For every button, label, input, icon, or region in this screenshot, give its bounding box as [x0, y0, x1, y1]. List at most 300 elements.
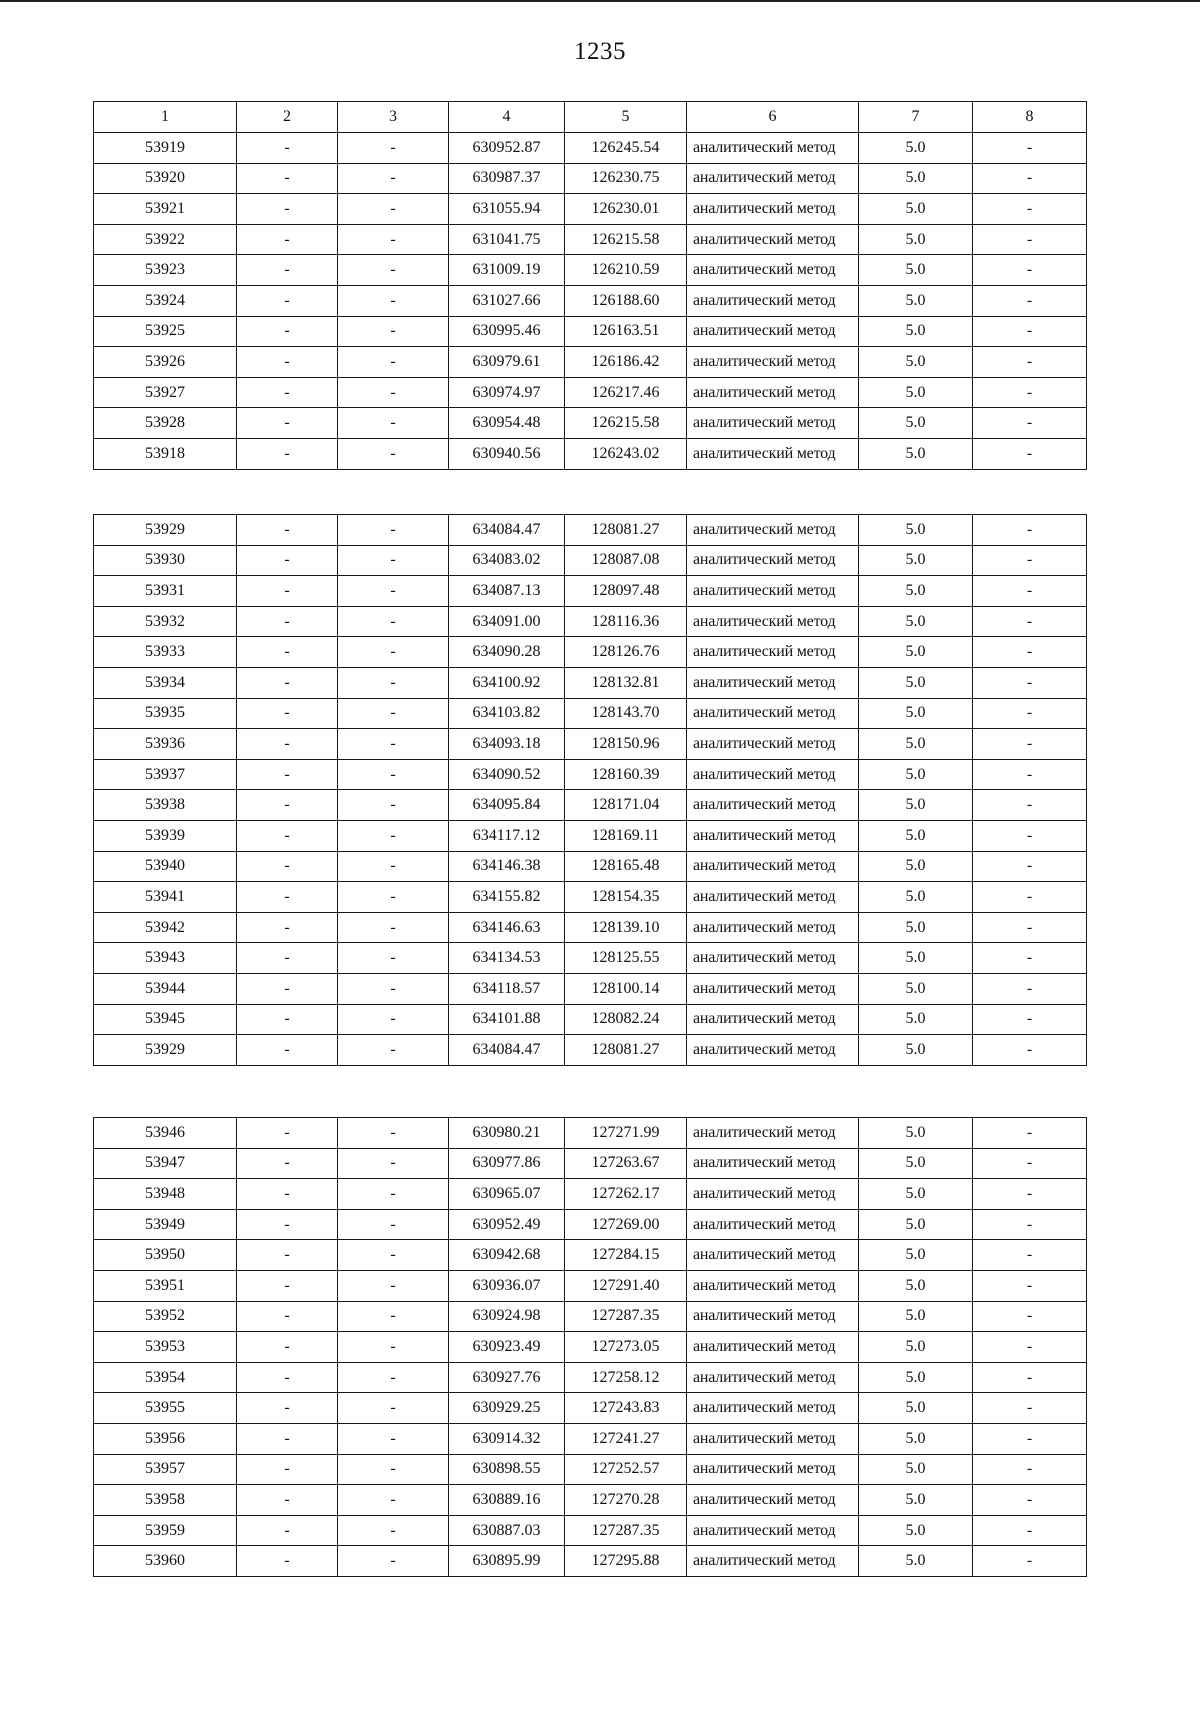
col-3-cell: - [338, 1240, 449, 1271]
header-cell: 3 [338, 102, 449, 133]
coord-x-cell: 634101.88 [449, 1004, 565, 1035]
accuracy-cell: 5.0 [859, 1035, 973, 1066]
table-row [94, 1454, 1087, 1485]
col-2-cell: - [237, 1004, 338, 1035]
accuracy-cell: 5.0 [859, 1209, 973, 1240]
coord-x-cell: 630952.49 [449, 1209, 565, 1240]
coord-y-cell: 127243.83 [565, 1393, 687, 1424]
coord-x-cell: 634103.82 [449, 698, 565, 729]
col-3-cell: - [338, 637, 449, 668]
col-8-cell: - [973, 1485, 1087, 1516]
col-8-cell: - [973, 790, 1087, 821]
table-row [94, 1393, 1087, 1424]
coord-y-cell: 126217.46 [565, 377, 687, 408]
coord-y-cell: 128081.27 [565, 1035, 687, 1066]
col-2-cell: - [237, 606, 338, 637]
accuracy-cell: 5.0 [859, 1301, 973, 1332]
coord-x-cell: 630940.56 [449, 438, 565, 469]
col-8-cell: - [973, 515, 1087, 546]
point-number-cell: 53946 [94, 1118, 237, 1149]
accuracy-cell: 5.0 [859, 729, 973, 760]
col-8-cell: - [973, 1004, 1087, 1035]
col-2-cell: - [237, 1362, 338, 1393]
col-3-cell: - [338, 882, 449, 913]
accuracy-cell: 5.0 [859, 163, 973, 194]
col-8-cell: - [973, 576, 1087, 607]
accuracy-cell: 5.0 [859, 698, 973, 729]
col-8-cell: - [973, 163, 1087, 194]
table-row [94, 698, 1087, 729]
col-8-cell: - [973, 667, 1087, 698]
coord-x-cell: 634090.52 [449, 759, 565, 790]
col-8-cell: - [973, 1454, 1087, 1485]
point-number-cell: 53923 [94, 255, 237, 286]
coord-y-cell: 127270.28 [565, 1485, 687, 1516]
table-row [94, 1485, 1087, 1516]
col-3-cell: - [338, 133, 449, 164]
col-3-cell: - [338, 1393, 449, 1424]
accuracy-cell: 5.0 [859, 347, 973, 378]
col-3-cell: - [338, 729, 449, 760]
col-8-cell: - [973, 1035, 1087, 1066]
col-8-cell: - [973, 698, 1087, 729]
coord-x-cell: 630942.68 [449, 1240, 565, 1271]
coord-y-cell: 127269.00 [565, 1209, 687, 1240]
table-row [94, 667, 1087, 698]
accuracy-cell: 5.0 [859, 576, 973, 607]
col-2-cell: - [237, 133, 338, 164]
col-3-cell: - [338, 943, 449, 974]
coord-x-cell: 634134.53 [449, 943, 565, 974]
col-3-cell: - [338, 408, 449, 439]
coord-y-cell: 128132.81 [565, 667, 687, 698]
accuracy-cell: 5.0 [859, 438, 973, 469]
method-cell: аналитический метод [687, 285, 859, 316]
accuracy-cell: 5.0 [859, 973, 973, 1004]
coord-x-cell: 634084.47 [449, 515, 565, 546]
coord-x-cell: 634146.38 [449, 851, 565, 882]
table-row [94, 515, 1087, 546]
col-2-cell: - [237, 1301, 338, 1332]
coord-x-cell: 634095.84 [449, 790, 565, 821]
coord-y-cell: 128097.48 [565, 576, 687, 607]
col-3-cell: - [338, 1179, 449, 1210]
col-3-cell: - [338, 1209, 449, 1240]
col-2-cell: - [237, 576, 338, 607]
point-number-cell: 53940 [94, 851, 237, 882]
col-8-cell: - [973, 1148, 1087, 1179]
accuracy-cell: 5.0 [859, 1515, 973, 1546]
col-3-cell: - [338, 515, 449, 546]
coordinates-table-1 [93, 101, 1087, 470]
coord-x-cell: 630927.76 [449, 1362, 565, 1393]
point-number-cell: 53957 [94, 1454, 237, 1485]
accuracy-cell: 5.0 [859, 1423, 973, 1454]
point-number-cell: 53942 [94, 912, 237, 943]
method-cell: аналитический метод [687, 882, 859, 913]
coord-x-cell: 631041.75 [449, 224, 565, 255]
coord-y-cell: 126210.59 [565, 255, 687, 286]
method-cell: аналитический метод [687, 637, 859, 668]
accuracy-cell: 5.0 [859, 1546, 973, 1577]
point-number-cell: 53949 [94, 1209, 237, 1240]
coord-y-cell: 128165.48 [565, 851, 687, 882]
method-cell: аналитический метод [687, 1179, 859, 1210]
coord-x-cell: 630954.48 [449, 408, 565, 439]
col-8-cell: - [973, 1209, 1087, 1240]
col-2-cell: - [237, 912, 338, 943]
point-number-cell: 53932 [94, 606, 237, 637]
col-3-cell: - [338, 1423, 449, 1454]
table-row [94, 973, 1087, 1004]
col-3-cell: - [338, 1515, 449, 1546]
coord-y-cell: 128116.36 [565, 606, 687, 637]
coord-x-cell: 630898.55 [449, 1454, 565, 1485]
coord-y-cell: 128169.11 [565, 820, 687, 851]
method-cell: аналитический метод [687, 316, 859, 347]
table-row [94, 729, 1087, 760]
method-cell: аналитический метод [687, 1454, 859, 1485]
accuracy-cell: 5.0 [859, 316, 973, 347]
point-number-cell: 53951 [94, 1270, 237, 1301]
col-8-cell: - [973, 606, 1087, 637]
col-3-cell: - [338, 224, 449, 255]
point-number-cell: 53954 [94, 1362, 237, 1393]
method-cell: аналитический метод [687, 851, 859, 882]
coord-x-cell: 634100.92 [449, 667, 565, 698]
col-8-cell: - [973, 851, 1087, 882]
coord-x-cell: 630965.07 [449, 1179, 565, 1210]
method-cell: аналитический метод [687, 194, 859, 225]
table-row [94, 1515, 1087, 1546]
col-2-cell: - [237, 1035, 338, 1066]
col-2-cell: - [237, 1118, 338, 1149]
coord-y-cell: 127263.67 [565, 1148, 687, 1179]
col-8-cell: - [973, 545, 1087, 576]
col-2-cell: - [237, 515, 338, 546]
method-cell: аналитический метод [687, 973, 859, 1004]
method-cell: аналитический метод [687, 1546, 859, 1577]
table-row [94, 285, 1087, 316]
accuracy-cell: 5.0 [859, 285, 973, 316]
point-number-cell: 53921 [94, 194, 237, 225]
accuracy-cell: 5.0 [859, 1485, 973, 1516]
method-cell: аналитический метод [687, 1393, 859, 1424]
point-number-cell: 53944 [94, 973, 237, 1004]
col-2-cell: - [237, 1209, 338, 1240]
col-8-cell: - [973, 285, 1087, 316]
coord-x-cell: 630895.99 [449, 1546, 565, 1577]
col-2-cell: - [237, 1240, 338, 1271]
table-row [94, 1270, 1087, 1301]
table-row [94, 1209, 1087, 1240]
table-row [94, 377, 1087, 408]
table-row [94, 759, 1087, 790]
col-2-cell: - [237, 1454, 338, 1485]
accuracy-cell: 5.0 [859, 255, 973, 286]
method-cell: аналитический метод [687, 606, 859, 637]
point-number-cell: 53922 [94, 224, 237, 255]
accuracy-cell: 5.0 [859, 851, 973, 882]
coord-x-cell: 630977.86 [449, 1148, 565, 1179]
col-3-cell: - [338, 1485, 449, 1516]
accuracy-cell: 5.0 [859, 133, 973, 164]
point-number-cell: 53929 [94, 1035, 237, 1066]
col-8-cell: - [973, 255, 1087, 286]
coord-x-cell: 630924.98 [449, 1301, 565, 1332]
point-number-cell: 53924 [94, 285, 237, 316]
coord-x-cell: 630980.21 [449, 1118, 565, 1149]
col-8-cell: - [973, 194, 1087, 225]
coord-x-cell: 634155.82 [449, 882, 565, 913]
coord-y-cell: 128126.76 [565, 637, 687, 668]
page-number: 1235 [574, 38, 626, 65]
table-row [94, 255, 1087, 286]
col-3-cell: - [338, 912, 449, 943]
accuracy-cell: 5.0 [859, 1118, 973, 1149]
point-number-cell: 53959 [94, 1515, 237, 1546]
table-row [94, 347, 1087, 378]
accuracy-cell: 5.0 [859, 194, 973, 225]
header-cell: 6 [687, 102, 859, 133]
method-cell: аналитический метод [687, 163, 859, 194]
coord-y-cell: 128100.14 [565, 973, 687, 1004]
coord-x-cell: 631055.94 [449, 194, 565, 225]
table-row [94, 1148, 1087, 1179]
coord-x-cell: 634118.57 [449, 973, 565, 1004]
col-2-cell: - [237, 943, 338, 974]
method-cell: аналитический метод [687, 698, 859, 729]
method-cell: аналитический метод [687, 438, 859, 469]
method-cell: аналитический метод [687, 1035, 859, 1066]
col-3-cell: - [338, 820, 449, 851]
coord-x-cell: 630887.03 [449, 1515, 565, 1546]
col-8-cell: - [973, 1118, 1087, 1149]
coord-y-cell: 127295.88 [565, 1546, 687, 1577]
point-number-cell: 53938 [94, 790, 237, 821]
method-cell: аналитический метод [687, 133, 859, 164]
col-8-cell: - [973, 1301, 1087, 1332]
table-row [94, 194, 1087, 225]
coord-y-cell: 127271.99 [565, 1118, 687, 1149]
coord-x-cell: 634083.02 [449, 545, 565, 576]
table-row [94, 1179, 1087, 1210]
method-cell: аналитический метод [687, 1209, 859, 1240]
table-row [94, 224, 1087, 255]
col-2-cell: - [237, 820, 338, 851]
coord-y-cell: 128154.35 [565, 882, 687, 913]
point-number-cell: 53952 [94, 1301, 237, 1332]
col-8-cell: - [973, 1270, 1087, 1301]
col-2-cell: - [237, 194, 338, 225]
col-3-cell: - [338, 194, 449, 225]
col-8-cell: - [973, 943, 1087, 974]
table-row [94, 1362, 1087, 1393]
col-3-cell: - [338, 1301, 449, 1332]
col-3-cell: - [338, 759, 449, 790]
col-8-cell: - [973, 1515, 1087, 1546]
point-number-cell: 53950 [94, 1240, 237, 1271]
coord-y-cell: 126186.42 [565, 347, 687, 378]
table-row [94, 943, 1087, 974]
col-2-cell: - [237, 1270, 338, 1301]
col-8-cell: - [973, 912, 1087, 943]
method-cell: аналитический метод [687, 759, 859, 790]
coord-y-cell: 128125.55 [565, 943, 687, 974]
accuracy-cell: 5.0 [859, 759, 973, 790]
coord-x-cell: 634117.12 [449, 820, 565, 851]
col-2-cell: - [237, 973, 338, 1004]
table-row [94, 576, 1087, 607]
coord-x-cell: 630923.49 [449, 1332, 565, 1363]
col-8-cell: - [973, 637, 1087, 668]
method-cell: аналитический метод [687, 1485, 859, 1516]
coordinates-table-3 [93, 1117, 1087, 1577]
table-row [94, 133, 1087, 164]
col-3-cell: - [338, 545, 449, 576]
col-2-cell: - [237, 255, 338, 286]
coord-y-cell: 127287.35 [565, 1515, 687, 1546]
header-cell: 7 [859, 102, 973, 133]
col-2-cell: - [237, 1393, 338, 1424]
table-row [94, 790, 1087, 821]
coord-y-cell: 127287.35 [565, 1301, 687, 1332]
col-2-cell: - [237, 438, 338, 469]
accuracy-cell: 5.0 [859, 1179, 973, 1210]
col-3-cell: - [338, 1454, 449, 1485]
accuracy-cell: 5.0 [859, 1004, 973, 1035]
coord-y-cell: 127262.17 [565, 1179, 687, 1210]
table-row [94, 637, 1087, 668]
col-2-cell: - [237, 1423, 338, 1454]
col-2-cell: - [237, 637, 338, 668]
coord-x-cell: 630929.25 [449, 1393, 565, 1424]
col-3-cell: - [338, 1270, 449, 1301]
method-cell: аналитический метод [687, 545, 859, 576]
accuracy-cell: 5.0 [859, 408, 973, 439]
point-number-cell: 53930 [94, 545, 237, 576]
table-row [94, 1301, 1087, 1332]
col-8-cell: - [973, 729, 1087, 760]
col-2-cell: - [237, 851, 338, 882]
point-number-cell: 53934 [94, 667, 237, 698]
point-number-cell: 53925 [94, 316, 237, 347]
accuracy-cell: 5.0 [859, 1393, 973, 1424]
col-3-cell: - [338, 1035, 449, 1066]
col-3-cell: - [338, 1362, 449, 1393]
coord-y-cell: 128087.08 [565, 545, 687, 576]
coord-x-cell: 631009.19 [449, 255, 565, 286]
coord-x-cell: 630889.16 [449, 1485, 565, 1516]
coordinates-table-2 [93, 514, 1087, 1066]
point-number-cell: 53919 [94, 133, 237, 164]
col-2-cell: - [237, 316, 338, 347]
coord-x-cell: 630936.07 [449, 1270, 565, 1301]
col-3-cell: - [338, 1118, 449, 1149]
accuracy-cell: 5.0 [859, 790, 973, 821]
coord-y-cell: 126163.51 [565, 316, 687, 347]
table-row [94, 1332, 1087, 1363]
accuracy-cell: 5.0 [859, 912, 973, 943]
coord-x-cell: 631027.66 [449, 285, 565, 316]
accuracy-cell: 5.0 [859, 1270, 973, 1301]
coord-x-cell: 634091.00 [449, 606, 565, 637]
coord-y-cell: 126230.01 [565, 194, 687, 225]
coord-x-cell: 634084.47 [449, 1035, 565, 1066]
table-row [94, 408, 1087, 439]
coord-y-cell: 126245.54 [565, 133, 687, 164]
coord-x-cell: 634090.28 [449, 637, 565, 668]
col-2-cell: - [237, 1546, 338, 1577]
coord-y-cell: 128081.27 [565, 515, 687, 546]
col-8-cell: - [973, 1393, 1087, 1424]
header-cell: 1 [94, 102, 237, 133]
method-cell: аналитический метод [687, 255, 859, 286]
col-3-cell: - [338, 790, 449, 821]
col-2-cell: - [237, 882, 338, 913]
table-row [94, 438, 1087, 469]
method-cell: аналитический метод [687, 1301, 859, 1332]
col-2-cell: - [237, 1179, 338, 1210]
col-3-cell: - [338, 973, 449, 1004]
method-cell: аналитический метод [687, 347, 859, 378]
col-8-cell: - [973, 377, 1087, 408]
col-3-cell: - [338, 1546, 449, 1577]
col-2-cell: - [237, 759, 338, 790]
coord-y-cell: 128143.70 [565, 698, 687, 729]
point-number-cell: 53943 [94, 943, 237, 974]
coord-x-cell: 630995.46 [449, 316, 565, 347]
method-cell: аналитический метод [687, 1004, 859, 1035]
col-8-cell: - [973, 1332, 1087, 1363]
method-cell: аналитический метод [687, 667, 859, 698]
coord-y-cell: 127252.57 [565, 1454, 687, 1485]
point-number-cell: 53928 [94, 408, 237, 439]
method-cell: аналитический метод [687, 1515, 859, 1546]
coord-y-cell: 127291.40 [565, 1270, 687, 1301]
col-8-cell: - [973, 1240, 1087, 1271]
col-8-cell: - [973, 347, 1087, 378]
coord-x-cell: 630914.32 [449, 1423, 565, 1454]
method-cell: аналитический метод [687, 729, 859, 760]
col-3-cell: - [338, 347, 449, 378]
point-number-cell: 53948 [94, 1179, 237, 1210]
col-3-cell: - [338, 1004, 449, 1035]
coord-y-cell: 126215.58 [565, 408, 687, 439]
col-3-cell: - [338, 316, 449, 347]
col-2-cell: - [237, 377, 338, 408]
accuracy-cell: 5.0 [859, 943, 973, 974]
coord-y-cell: 128082.24 [565, 1004, 687, 1035]
table-header-row [94, 102, 1087, 133]
method-cell: аналитический метод [687, 377, 859, 408]
col-2-cell: - [237, 163, 338, 194]
col-8-cell: - [973, 882, 1087, 913]
table-row [94, 1118, 1087, 1149]
table-row [94, 912, 1087, 943]
col-2-cell: - [237, 1332, 338, 1363]
coord-x-cell: 630987.37 [449, 163, 565, 194]
point-number-cell: 53935 [94, 698, 237, 729]
col-3-cell: - [338, 667, 449, 698]
accuracy-cell: 5.0 [859, 1454, 973, 1485]
col-3-cell: - [338, 1332, 449, 1363]
point-number-cell: 53931 [94, 576, 237, 607]
accuracy-cell: 5.0 [859, 515, 973, 546]
accuracy-cell: 5.0 [859, 882, 973, 913]
coord-x-cell: 630952.87 [449, 133, 565, 164]
coord-y-cell: 126230.75 [565, 163, 687, 194]
